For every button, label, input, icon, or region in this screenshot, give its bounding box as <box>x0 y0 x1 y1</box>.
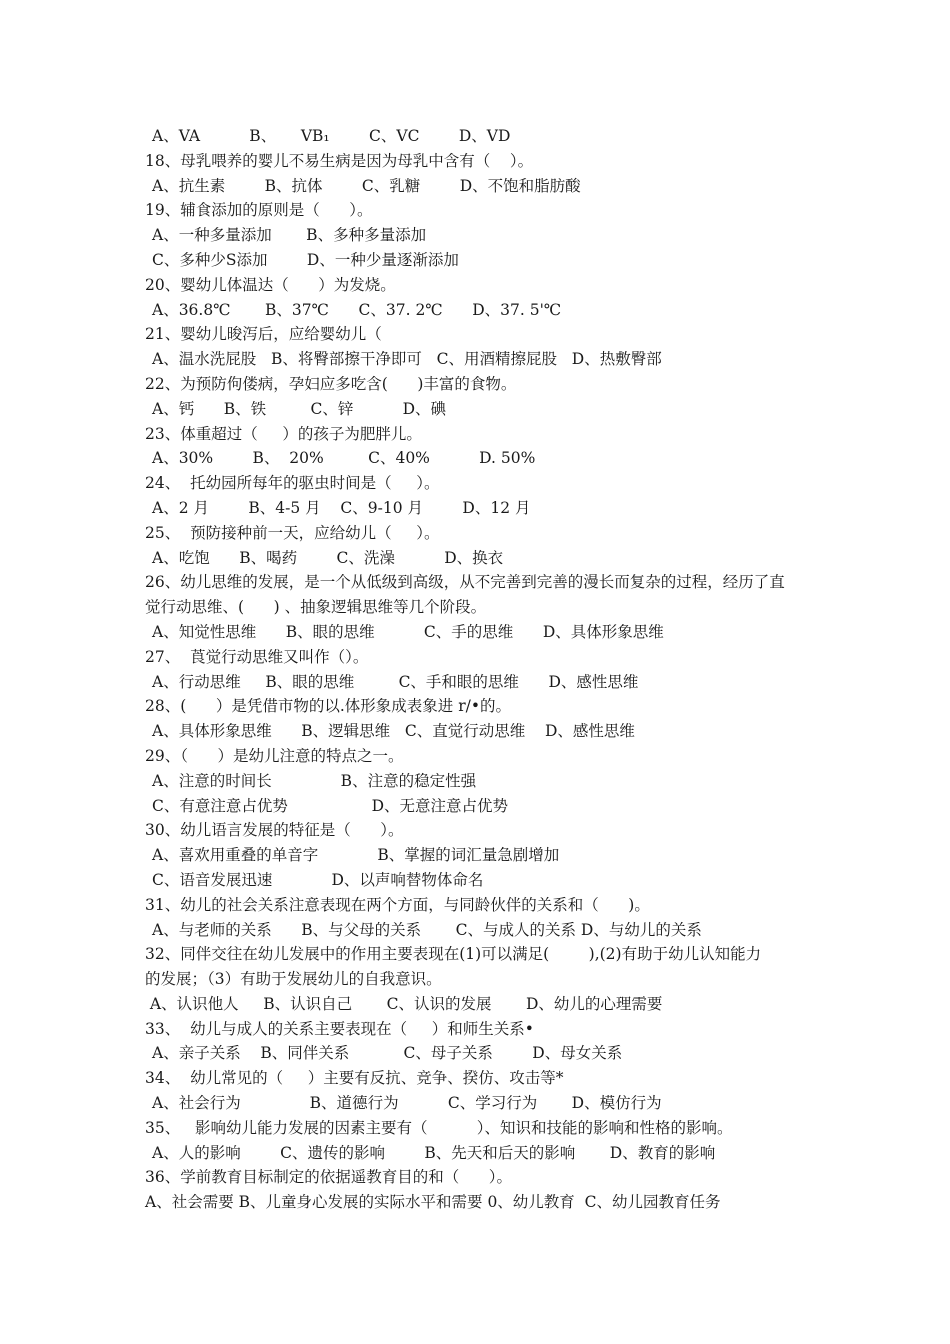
options-line: A、抗生素 B、抗体 C、乳糖 D、不饱和脂肪酸 <box>152 176 581 195</box>
options-line: A、注意的时间长 B、注意的稳定性强 <box>152 771 477 790</box>
question-line: 28、( ）是凭借市物的以.体形象成表象进 r/•的。 <box>145 697 511 716</box>
options-line: A、与老师的关系 B、与父母的关系 C、与成人的关系 D、与幼儿的关系 <box>152 920 702 939</box>
options-line: A、一种多量添加 B、多种多量添加 <box>152 226 427 245</box>
options-line: A、2 月 B、4-5 月 C、9-10 月 D、12 月 <box>152 498 531 517</box>
question-line: 20、婴幼儿体温达（ ）为发烧。 <box>145 275 396 294</box>
question-line: 35、 影响幼儿能力发展的因素主要有（ ）、知识和技能的影响和性格的影响。 <box>145 1118 733 1137</box>
question-line: 23、体重超过（ ）的孩子为肥胖儿。 <box>145 424 422 443</box>
options-line: A、亲子关系 B、同伴关系 C、母子关系 D、母女关系 <box>152 1044 623 1063</box>
exam-page <box>0 124 950 1215</box>
question-line: 34、 幼儿常见的（ ）主要有反抗、竞争、揆仿、攻击等* <box>145 1069 564 1088</box>
options-line: A、社会行为 B、道德行为 C、学习行为 D、模仿行为 <box>152 1094 662 1113</box>
question-line: 18、母乳喂养的婴儿不易生病是因为母乳中含有（ ）。 <box>145 151 534 170</box>
question-line: 26、幼儿思维的发展，是一个从低级到高级，从不完善到完善的漫长而复杂的过程，经历了直 <box>145 573 785 592</box>
question-line: 30、幼儿语言发展的特征是（ ）。 <box>145 821 404 840</box>
question-line: 27、 莨觉行动思维又叫作（）。 <box>145 647 369 666</box>
options-line: A、社会需要 B、儿童身心发展的实际水平和需要 0、幼儿教育 C、幼儿园教育任务 <box>145 1193 721 1212</box>
question-line: 24、 托幼园所每年的驱虫时间是（ ）。 <box>145 474 440 493</box>
question-line: 33、 幼儿与成人的关系主要表现在（ ）和师生关系• <box>145 1019 534 1038</box>
question-line: 31、幼儿的社会关系注意表现在两个方面，与同龄伙伴的关系和（ )。 <box>145 895 650 914</box>
options-line: A、喜欢用重叠的单音字 B、掌握的词汇量急剧增加 <box>152 846 560 865</box>
options-line: A、知觉性思维 B、眼的思维 C、手的思维 D、具体形象思维 <box>152 622 664 641</box>
options-line: A、30% B、 20% C、40% D. 50% <box>152 449 536 468</box>
question-line: 22、为预防佝偻病，孕妇应多吃含( )丰富的食物。 <box>145 374 517 393</box>
options-line: A、温水洗屁股 B、将臀部擦干净即可 C、用酒精擦屁股 D、热敷臀部 <box>152 350 662 369</box>
question-line: 19、辅食添加的原则是（ ）。 <box>145 201 373 220</box>
options-line: A、36.8℃ B、37℃ C、37. 2℃ D、37. 5'℃ <box>152 300 562 319</box>
options-line: A、行动思维 B、眼的思维 C、手和眼的思维 D、感性思维 <box>152 672 639 691</box>
options-line: A、钙 B、铁 C、锌 D、碘 <box>152 399 447 418</box>
question-line: 21、婴幼儿晙泻后，应给婴幼儿（ <box>145 325 382 344</box>
options-line: A、具体形象思维 B、逻辑思维 C、直觉行动思维 D、感性思维 <box>152 722 635 741</box>
question-line: 36、学前教育目标制定的依据遥教育目的和（ ）。 <box>145 1168 513 1187</box>
question-line: 的发展；（3）有助于发展幼儿的自我意识。 <box>145 970 442 989</box>
options-line: A、吃饱 B、喝药 C、洗澡 D、换衣 <box>152 548 504 567</box>
question-line: 29、（ ）是幼儿注意的特点之一。 <box>145 746 404 765</box>
options-line: C、语音发展迅速 D、以声响替物体命名 <box>152 870 484 889</box>
options-line: A、认识他人 B、认识自己 C、认识的发展 D、幼儿的心理需要 <box>145 994 663 1013</box>
options-line: A、人的影响 C、遗传的影响 B、先天和后天的影响 D、教育的影响 <box>152 1143 716 1162</box>
options-line: C、有意注意占优势 D、无意注意占优势 <box>152 796 509 815</box>
question-line: 25、 预防接种前一天，应给幼儿（ ）。 <box>145 523 440 542</box>
options-line: C、多种少S添加 D、一种少量逐渐添加 <box>152 250 459 269</box>
question-line: 觉行动思维、( ) 、抽象逻辑思维等几个阶段。 <box>145 598 487 617</box>
question-line: 32、同伴交往在幼儿发展中的作用主要表现在(1)可以满足( ),(2)有助于幼儿认知能力 <box>145 945 762 964</box>
options-line: A、VA B、 VB₁ C、VC D、VD <box>152 127 511 145</box>
